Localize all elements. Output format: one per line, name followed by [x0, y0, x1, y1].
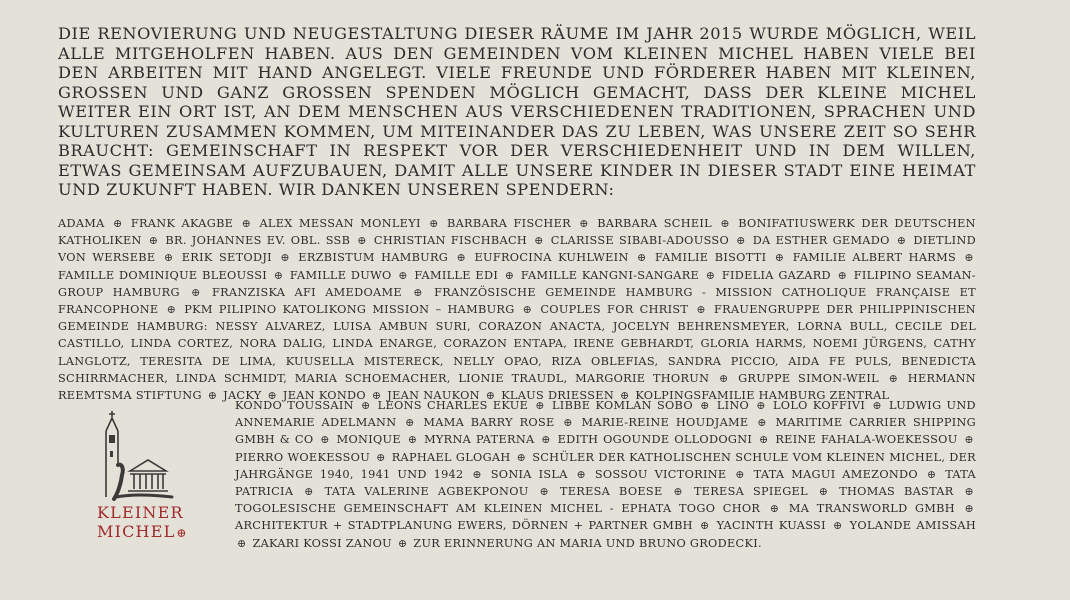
separator-cross-icon: ⊕ [273, 268, 284, 282]
separator-cross-icon: ⊕ [320, 433, 330, 447]
donor-name: GRUPPE SIMON-WEIL [738, 371, 879, 385]
separator-cross-icon: ⊕ [964, 502, 974, 516]
donor-name: FAMILLE EDI [414, 268, 499, 282]
separator-cross-icon: ⊕ [774, 251, 785, 265]
separator-cross-icon: ⊕ [148, 234, 159, 248]
donor-name: MARITIME CARRIER SHIPPING GMBH & CO [235, 416, 976, 447]
donor-name: LOLO KOFFIVI [773, 399, 866, 412]
donor-name: FAMILIE BISOTTI [654, 251, 767, 265]
logo-wordmark [97, 503, 187, 543]
donor-name: ERIK SETODJI [181, 251, 272, 265]
donor-name: TATA VALERINE AGBEKPONOU [324, 485, 529, 499]
donor-name: PIERRO WOEKESSOU [235, 450, 371, 464]
donor-name: BARBARA FISCHER [447, 217, 571, 230]
donor-name: LIBBE KOMLAN SOBO [552, 399, 693, 412]
separator-cross-icon: ⊕ [398, 268, 408, 282]
donor-name: KONDO TOUSSAIN [235, 399, 354, 412]
separator-cross-icon: ⊕ [637, 251, 647, 265]
donor-name: YACINTH KUASSI [716, 519, 826, 533]
donor-name: KLAUS DRIESSEN [501, 389, 615, 403]
donor-name: FRANZÖSISCHE GEMEINDE HAMBURG - MISSION CATHOLIQUE FRANÇAISE ET FRANCOPHONE [58, 285, 976, 317]
separator-cross-icon: ⊕ [888, 371, 899, 385]
separator-cross-icon: ⊕ [705, 268, 716, 282]
separator-cross-icon: ⊕ [872, 399, 882, 412]
donor-name: RAPHAEL GLOGAH [391, 450, 511, 464]
donor-name: FILIPINO SEAMAN-GROUP HAMBURG [58, 268, 976, 299]
separator-cross-icon: ⊕ [516, 450, 527, 464]
separator-cross-icon: ⊕ [964, 485, 974, 499]
separator-cross-icon: ⊕ [818, 485, 829, 499]
donor-name: EUFROCINA KUHLWEIN [474, 251, 629, 265]
donor-name: TATA PATRICIA [235, 467, 976, 499]
donor-name: SOSSOU VICTORINE [594, 467, 727, 481]
separator-cross-icon: ⊕ [357, 234, 367, 248]
separator-cross-icon: ⊕ [896, 234, 907, 248]
separator-cross-icon: ⊕ [926, 467, 937, 481]
donor-name: JEAN KONDO [282, 389, 366, 403]
separator-cross-icon: ⊕ [522, 303, 533, 317]
separator-cross-icon: ⊕ [757, 416, 767, 430]
separator-cross-icon: ⊕ [237, 536, 247, 550]
donor-name: HERMANN REEMTSMA STIFTUNG [58, 371, 976, 403]
donor-name: BARBARA SCHEIL [597, 217, 712, 230]
donor-name: FAMILLE KANGNI-SANGARE [520, 268, 700, 282]
donor-name: DA ESTHER GEMADO [752, 234, 890, 248]
donor-name: MAMA BARRY ROSE [423, 416, 555, 430]
logo-line-1: KLEINER [97, 503, 184, 522]
donor-name: TATA MAGUI AMEZONDO [753, 467, 918, 481]
donor-name: MARIE-REINE HOUDJAME [581, 416, 749, 430]
separator-cross-icon: ⊕ [504, 268, 515, 282]
donor-list-bottom [235, 397, 976, 552]
separator-cross-icon: ⊕ [413, 285, 423, 299]
separator-cross-icon: ⊕ [539, 485, 550, 499]
separator-cross-icon: ⊕ [163, 251, 174, 265]
donor-name: ADAMA [58, 217, 105, 230]
donor-name: FIDELIA GAZARD [721, 268, 831, 282]
donor-name: LEONS CHARLES EKUE [377, 399, 529, 412]
donor-name: ERZBISTUM HAMBURG [298, 251, 449, 265]
separator-cross-icon: ⊕ [456, 251, 467, 265]
donor-name: CHRISTIAN FISCHBACH [373, 234, 528, 248]
separator-cross-icon: ⊕ [241, 217, 252, 230]
donor-name: PKM PILIPINO KATOLIKONG MISSION – HAMBURG [184, 303, 515, 317]
donor-name: REINE FAHALA-WOEKESSOU [775, 433, 958, 447]
donor-name: COUPLES FOR CHRIST [540, 303, 689, 317]
separator-cross-icon: ⊕ [472, 467, 482, 481]
donor-name: MYRNA PATERNA [424, 433, 535, 447]
separator-cross-icon: ⊕ [964, 251, 974, 265]
donor-name: TERESA BOESE [559, 485, 663, 499]
separator-cross-icon: ⊕ [534, 234, 544, 248]
donor-name: ZUR ERINNERUNG AN MARIA UND BRUNO GRODECKI. [413, 536, 762, 550]
logo-line-2-text: MICHEL [97, 522, 176, 541]
donor-name: SONIA ISLA [490, 467, 568, 481]
donor-name: ZAKARI KOSSI ZANOU [252, 536, 392, 550]
separator-cross-icon: ⊕ [759, 433, 769, 447]
separator-cross-icon: ⊕ [964, 433, 974, 447]
separator-cross-icon: ⊕ [563, 416, 573, 430]
donor-name: FRANZISKA AFI AMEDOAME [211, 285, 402, 299]
logo-line-2 [97, 522, 187, 543]
donor-name: DIETLIND VON WERSEBE [58, 234, 976, 265]
separator-cross-icon: ⊕ [267, 389, 278, 403]
separator-cross-icon: ⊕ [485, 389, 496, 403]
separator-cross-icon: ⊕ [112, 217, 123, 230]
donor-name: JACKY [223, 389, 262, 403]
donor-name: TOGOLESISCHE GEMEINSCHAFT AM KLEINEN MICHEL - EPHATA TOGO CHOR [235, 502, 761, 516]
donor-name: ALEX MESSAN MONLEYI [259, 217, 421, 230]
donor-name: BR. JOHANNES EV. OBL. SSB [165, 234, 351, 248]
separator-cross-icon: ⊕ [360, 399, 371, 412]
intro-paragraph: DIE RENOVIERUNG UND NEUGESTALTUNG DIESER RÄUME IM JAHR 2015 WURDE MÖGLICH, WEIL ALLE MITGEHOLFEN HABEN. AUS DEN GEMEINDEN VOM KLEINEN MICHEL HABEN VIELE BEI DEN ARBEITEN MIT HAND ANGELEGT. VIELE FREUNDE UND FÖRDERER HABEN MIT KLEINEN, GROSSEN UND GANZ GROSSEN SPENDEN MÖGLICH GEMACHT, DASS DER KLEINE MICHEL WEITER EIN ORT IST, AN DEM MENSCHEN AUS VERSCHIEDENEN TRADITIONEN, SPRACHEN UND KULTUREN ZUSAMMEN KOMMEN, UM MITEINANDER DAS ZU LEBEN, WAS UNSERE ZEIT SO SEHR BRAUCHT: GEMEINSCHAFT IN RESPEKT VOR DER VERSCHIEDENHEIT UND IN DEM WILLEN, ETWAS GEMEINSAM AUFZUBAUEN, DAMIT ALLE UNSERE KINDER IN DIESER STADT EINE HEIMAT UND ZUKUNFT HABEN. WIR DANKEN UNSEREN SPENDERN: [58, 24, 976, 199]
logo-cross-icon: ⊕ [176, 526, 188, 540]
donor-name: YOLANDE AMISSAH [849, 519, 976, 533]
separator-cross-icon: ⊕ [718, 371, 729, 385]
donor-name: ARCHITEKTUR + STADTPLANUNG EWERS, DÖRNEN + PARTNER GMBH [235, 519, 693, 533]
separator-cross-icon: ⊕ [769, 502, 780, 516]
donor-name: SCHÜLER DER KATHOLISCHEN SCHULE VOM KLEINEN MICHEL, DER JAHRGÄNGE 1940, 1941 UND 1942 [235, 450, 976, 481]
donor-list-top [58, 215, 976, 404]
separator-cross-icon: ⊕ [207, 389, 218, 403]
donor-name: LUDWIG UND ANNEMARIE ADELMANN [235, 399, 976, 430]
separator-cross-icon: ⊕ [166, 303, 177, 317]
donor-name: FAMILIE ALBERT HARMS [792, 251, 957, 265]
donor-name: FAMILLE DUWO [289, 268, 392, 282]
separator-cross-icon: ⊕ [304, 485, 314, 499]
separator-cross-icon: ⊕ [579, 217, 589, 230]
separator-cross-icon: ⊕ [405, 416, 415, 430]
separator-cross-icon: ⊕ [756, 399, 766, 412]
separator-cross-icon: ⊕ [371, 389, 382, 403]
donor-name: EDITH OGOUNDE OLLODOGNI [557, 433, 753, 447]
separator-cross-icon: ⊕ [700, 399, 710, 412]
separator-cross-icon: ⊕ [673, 485, 683, 499]
separator-cross-icon: ⊕ [541, 433, 551, 447]
separator-cross-icon: ⊕ [191, 285, 201, 299]
separator-cross-icon: ⊕ [832, 519, 843, 533]
donor-name: MA TRANSWORLD GMBH [788, 502, 955, 516]
donor-name: TERESA SPIEGEL [693, 485, 808, 499]
separator-cross-icon: ⊕ [720, 217, 730, 230]
separator-cross-icon: ⊕ [735, 467, 745, 481]
separator-cross-icon: ⊕ [429, 217, 439, 230]
separator-cross-icon: ⊕ [619, 389, 630, 403]
donor-name: FAMILLE DOMINIQUE BLEOUSSI [58, 268, 268, 282]
separator-cross-icon: ⊕ [397, 536, 408, 550]
donor-name: THOMAS BASTAR [839, 485, 954, 499]
separator-cross-icon: ⊕ [407, 433, 418, 447]
donor-name: LINO [716, 399, 750, 412]
donor-name: JEAN NAUKON [387, 389, 480, 403]
donor-name: CLARISSE SIBABI-ADOUSSO [550, 234, 730, 248]
separator-cross-icon: ⊕ [699, 519, 710, 533]
donor-name: KOLPINGSFAMILIE HAMBURG ZENTRAL [635, 389, 890, 403]
separator-cross-icon: ⊕ [535, 399, 545, 412]
separator-cross-icon: ⊕ [376, 450, 386, 464]
donor-name: BONIFATIUSWERK DER DEUTSCHEN KATHOLIKEN [58, 217, 976, 248]
donor-name: FRANK AKAGBE [130, 217, 234, 230]
donor-name: FRAUENGRUPPE DER PHILIPPINISCHEN GEMEINDE HAMBURG: NESSY ALVAREZ, LUISA AMBUN SURI, CORAZON ANACTA, JOCELYN BEHRENSMEYER, LORNA BULL, CECILE DEL CASTILLO, LINDA CORTEZ, NORA DALIG, LINDA ENARGE, CORAZON ENTAPA, IRENE GEBHARDT, GLORIA HARMS, NOEMI JÜRGENS, CATHY LANGLOTZ, TERESITA DE LIMA, KUUSELLA MISTERECK, NELLY OPAO, RIZA OBLEFIAS, SANDRA PICCIO, AIDA FE PULS, BENEDICTA SCHIRRMACHER, LINDA SCHMIDT, MARIA SCHOEMACHER, LIONIE TRAUDL, MARGORIE THORUN [58, 303, 976, 385]
separator-cross-icon: ⊕ [696, 303, 706, 317]
donor-name: MONIQUE [336, 433, 401, 447]
separator-cross-icon: ⊕ [837, 268, 848, 282]
separator-cross-icon: ⊕ [736, 234, 746, 248]
separator-cross-icon: ⊕ [280, 251, 290, 265]
separator-cross-icon: ⊕ [576, 467, 587, 481]
